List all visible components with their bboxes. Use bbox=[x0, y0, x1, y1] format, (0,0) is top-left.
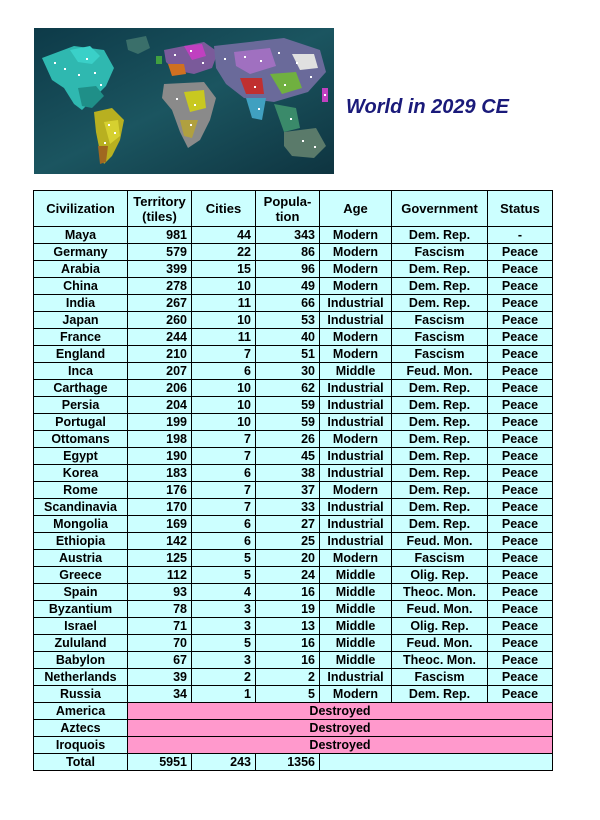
cell-government: Feud. Mon. bbox=[392, 635, 488, 652]
table-row bbox=[34, 380, 553, 397]
cell-government: Dem. Rep. bbox=[392, 278, 488, 295]
cell-territory: 199 bbox=[128, 414, 192, 431]
cell-age: Modern bbox=[320, 227, 392, 244]
table-row bbox=[34, 550, 553, 567]
cell-cities: 10 bbox=[192, 397, 256, 414]
cell-civilization: Spain bbox=[34, 584, 128, 601]
cell-status: Peace bbox=[488, 465, 553, 482]
cell-territory: 71 bbox=[128, 618, 192, 635]
cell-status: Peace bbox=[488, 244, 553, 261]
cell-cities: 7 bbox=[192, 448, 256, 465]
cell-government: Dem. Rep. bbox=[392, 414, 488, 431]
table-row bbox=[34, 312, 553, 329]
cell-civilization: Aztecs bbox=[34, 720, 128, 737]
table-row bbox=[34, 533, 553, 550]
cell-destroyed-status: Destroyed bbox=[128, 703, 553, 720]
table-row bbox=[34, 482, 553, 499]
cell-civilization: Carthage bbox=[34, 380, 128, 397]
cell-age: Middle bbox=[320, 601, 392, 618]
cell-civilization: Egypt bbox=[34, 448, 128, 465]
cell-government: Theoc. Mon. bbox=[392, 652, 488, 669]
cell-government: Dem. Rep. bbox=[392, 295, 488, 312]
cell-age: Industrial bbox=[320, 312, 392, 329]
cell-population: 13 bbox=[256, 618, 320, 635]
total-population: 1356 bbox=[256, 754, 320, 771]
cell-territory: 170 bbox=[128, 499, 192, 516]
cell-civilization: Mongolia bbox=[34, 516, 128, 533]
cell-government: Dem. Rep. bbox=[392, 431, 488, 448]
cell-cities: 5 bbox=[192, 635, 256, 652]
cell-age: Modern bbox=[320, 261, 392, 278]
cell-population: 59 bbox=[256, 397, 320, 414]
cell-population: 24 bbox=[256, 567, 320, 584]
cell-government: Dem. Rep. bbox=[392, 465, 488, 482]
cell-population: 27 bbox=[256, 516, 320, 533]
cell-territory: 198 bbox=[128, 431, 192, 448]
cell-status: - bbox=[488, 227, 553, 244]
cell-territory: 399 bbox=[128, 261, 192, 278]
cell-cities: 7 bbox=[192, 431, 256, 448]
header-territory bbox=[128, 191, 192, 227]
cell-status: Peace bbox=[488, 499, 553, 516]
cell-destroyed-status: Destroyed bbox=[128, 737, 553, 754]
cell-status: Peace bbox=[488, 312, 553, 329]
civilization-table bbox=[33, 190, 553, 771]
cell-population: 51 bbox=[256, 346, 320, 363]
cell-age: Modern bbox=[320, 431, 392, 448]
cell-civilization: China bbox=[34, 278, 128, 295]
page-title: World in 2029 CE bbox=[346, 96, 510, 118]
cell-cities: 6 bbox=[192, 465, 256, 482]
cell-age: Middle bbox=[320, 635, 392, 652]
table-row bbox=[34, 227, 553, 244]
header-status: Status bbox=[488, 191, 553, 227]
cell-civilization: Ethiopia bbox=[34, 533, 128, 550]
cell-territory: 981 bbox=[128, 227, 192, 244]
cell-status: Peace bbox=[488, 669, 553, 686]
cell-civilization: India bbox=[34, 295, 128, 312]
cell-territory: 112 bbox=[128, 567, 192, 584]
total-cities: 243 bbox=[192, 754, 256, 771]
cell-age: Industrial bbox=[320, 448, 392, 465]
cell-cities: 3 bbox=[192, 618, 256, 635]
total-label: Total bbox=[34, 754, 128, 771]
cell-cities: 11 bbox=[192, 295, 256, 312]
cell-population: 86 bbox=[256, 244, 320, 261]
cell-civilization: Israel bbox=[34, 618, 128, 635]
cell-civilization: America bbox=[34, 703, 128, 720]
cell-cities: 1 bbox=[192, 686, 256, 703]
cell-status: Peace bbox=[488, 448, 553, 465]
cell-population: 49 bbox=[256, 278, 320, 295]
cell-territory: 34 bbox=[128, 686, 192, 703]
cell-age: Middle bbox=[320, 584, 392, 601]
total-empty bbox=[320, 754, 553, 771]
cell-age: Modern bbox=[320, 329, 392, 346]
cell-population: 30 bbox=[256, 363, 320, 380]
cell-territory: 176 bbox=[128, 482, 192, 499]
table-row bbox=[34, 397, 553, 414]
table-row bbox=[34, 652, 553, 669]
destroyed-row bbox=[34, 720, 553, 737]
cell-status: Peace bbox=[488, 278, 553, 295]
cell-civilization: Rome bbox=[34, 482, 128, 499]
cell-age: Modern bbox=[320, 346, 392, 363]
cell-status: Peace bbox=[488, 601, 553, 618]
cell-age: Industrial bbox=[320, 516, 392, 533]
cell-civilization: Austria bbox=[34, 550, 128, 567]
cell-civilization: Inca bbox=[34, 363, 128, 380]
table-row bbox=[34, 499, 553, 516]
table-row bbox=[34, 618, 553, 635]
cell-cities: 7 bbox=[192, 499, 256, 516]
cell-government: Feud. Mon. bbox=[392, 601, 488, 618]
cell-civilization: Ottomans bbox=[34, 431, 128, 448]
cell-government: Fascism bbox=[392, 312, 488, 329]
cell-cities: 10 bbox=[192, 278, 256, 295]
cell-age: Modern bbox=[320, 482, 392, 499]
world-map-image bbox=[34, 28, 334, 174]
cell-population: 16 bbox=[256, 635, 320, 652]
cell-territory: 142 bbox=[128, 533, 192, 550]
table-row bbox=[34, 329, 553, 346]
cell-status: Peace bbox=[488, 346, 553, 363]
cell-cities: 10 bbox=[192, 414, 256, 431]
cell-civilization: Russia bbox=[34, 686, 128, 703]
cell-government: Fascism bbox=[392, 346, 488, 363]
table-row bbox=[34, 414, 553, 431]
cell-government: Dem. Rep. bbox=[392, 380, 488, 397]
cell-government: Dem. Rep. bbox=[392, 516, 488, 533]
cell-civilization: Byzantium bbox=[34, 601, 128, 618]
cell-territory: 190 bbox=[128, 448, 192, 465]
table-row bbox=[34, 635, 553, 652]
cell-cities: 6 bbox=[192, 533, 256, 550]
cell-civilization: Iroquois bbox=[34, 737, 128, 754]
cell-civilization: Japan bbox=[34, 312, 128, 329]
table-row bbox=[34, 346, 553, 363]
table-row bbox=[34, 295, 553, 312]
cell-civilization: Babylon bbox=[34, 652, 128, 669]
cell-cities: 5 bbox=[192, 567, 256, 584]
table-row bbox=[34, 584, 553, 601]
cell-civilization: Zululand bbox=[34, 635, 128, 652]
cell-age: Industrial bbox=[320, 465, 392, 482]
cell-age: Middle bbox=[320, 618, 392, 635]
cell-population: 20 bbox=[256, 550, 320, 567]
cell-age: Middle bbox=[320, 567, 392, 584]
cell-cities: 22 bbox=[192, 244, 256, 261]
table-row bbox=[34, 669, 553, 686]
cell-cities: 7 bbox=[192, 346, 256, 363]
cell-territory: 183 bbox=[128, 465, 192, 482]
cell-status: Peace bbox=[488, 567, 553, 584]
cell-status: Peace bbox=[488, 363, 553, 380]
cell-population: 45 bbox=[256, 448, 320, 465]
total-territory: 5951 bbox=[128, 754, 192, 771]
cell-population: 2 bbox=[256, 669, 320, 686]
cell-destroyed-status: Destroyed bbox=[128, 720, 553, 737]
cell-cities: 4 bbox=[192, 584, 256, 601]
cell-government: Fascism bbox=[392, 329, 488, 346]
header-population: Popula-tion bbox=[256, 191, 320, 227]
cell-civilization: Scandinavia bbox=[34, 499, 128, 516]
cell-civilization: Greece bbox=[34, 567, 128, 584]
cell-government: Feud. Mon. bbox=[392, 363, 488, 380]
cell-government: Fascism bbox=[392, 244, 488, 261]
cell-civilization: Arabia bbox=[34, 261, 128, 278]
cell-civilization: England bbox=[34, 346, 128, 363]
cell-status: Peace bbox=[488, 652, 553, 669]
cell-civilization: France bbox=[34, 329, 128, 346]
cell-civilization: Persia bbox=[34, 397, 128, 414]
cell-population: 16 bbox=[256, 584, 320, 601]
cell-civilization: Germany bbox=[34, 244, 128, 261]
cell-status: Peace bbox=[488, 414, 553, 431]
cell-cities: 2 bbox=[192, 669, 256, 686]
header-age: Age bbox=[320, 191, 392, 227]
cell-territory: 278 bbox=[128, 278, 192, 295]
cell-cities: 7 bbox=[192, 482, 256, 499]
cell-territory: 267 bbox=[128, 295, 192, 312]
cell-age: Industrial bbox=[320, 499, 392, 516]
cell-status: Peace bbox=[488, 618, 553, 635]
cell-population: 26 bbox=[256, 431, 320, 448]
cell-age: Industrial bbox=[320, 414, 392, 431]
cell-territory: 204 bbox=[128, 397, 192, 414]
cell-age: Middle bbox=[320, 363, 392, 380]
cell-civilization: Netherlands bbox=[34, 669, 128, 686]
cell-population: 59 bbox=[256, 414, 320, 431]
cell-government: Theoc. Mon. bbox=[392, 584, 488, 601]
cell-population: 19 bbox=[256, 601, 320, 618]
cell-age: Industrial bbox=[320, 397, 392, 414]
cell-cities: 3 bbox=[192, 601, 256, 618]
cell-status: Peace bbox=[488, 261, 553, 278]
header-government: Government bbox=[392, 191, 488, 227]
cell-status: Peace bbox=[488, 533, 553, 550]
cell-territory: 39 bbox=[128, 669, 192, 686]
header-row bbox=[34, 191, 553, 227]
cell-population: 38 bbox=[256, 465, 320, 482]
cell-population: 40 bbox=[256, 329, 320, 346]
cell-cities: 5 bbox=[192, 550, 256, 567]
cell-territory: 210 bbox=[128, 346, 192, 363]
cell-territory: 207 bbox=[128, 363, 192, 380]
cell-government: Olig. Rep. bbox=[392, 618, 488, 635]
table-row bbox=[34, 363, 553, 380]
cell-territory: 125 bbox=[128, 550, 192, 567]
cell-status: Peace bbox=[488, 380, 553, 397]
cell-cities: 11 bbox=[192, 329, 256, 346]
cell-status: Peace bbox=[488, 635, 553, 652]
cell-age: Industrial bbox=[320, 295, 392, 312]
cell-territory: 244 bbox=[128, 329, 192, 346]
table-body bbox=[34, 227, 553, 771]
cell-government: Dem. Rep. bbox=[392, 448, 488, 465]
header-civilization: Civilization bbox=[34, 191, 128, 227]
cell-territory: 169 bbox=[128, 516, 192, 533]
cell-status: Peace bbox=[488, 329, 553, 346]
cell-government: Fascism bbox=[392, 550, 488, 567]
table-row bbox=[34, 261, 553, 278]
cell-status: Peace bbox=[488, 397, 553, 414]
cell-status: Peace bbox=[488, 295, 553, 312]
cell-government: Dem. Rep. bbox=[392, 397, 488, 414]
cell-cities: 15 bbox=[192, 261, 256, 278]
cell-government: Fascism bbox=[392, 669, 488, 686]
cell-age: Industrial bbox=[320, 669, 392, 686]
cell-population: 343 bbox=[256, 227, 320, 244]
table-header bbox=[34, 191, 553, 227]
cell-territory: 93 bbox=[128, 584, 192, 601]
cell-population: 33 bbox=[256, 499, 320, 516]
cell-territory: 67 bbox=[128, 652, 192, 669]
header-cities: Cities bbox=[192, 191, 256, 227]
cell-government: Dem. Rep. bbox=[392, 686, 488, 703]
cell-age: Modern bbox=[320, 550, 392, 567]
cell-age: Industrial bbox=[320, 380, 392, 397]
cell-civilization: Portugal bbox=[34, 414, 128, 431]
cell-status: Peace bbox=[488, 431, 553, 448]
cell-civilization: Korea bbox=[34, 465, 128, 482]
cell-age: Industrial bbox=[320, 533, 392, 550]
cell-territory: 260 bbox=[128, 312, 192, 329]
cell-age: Modern bbox=[320, 278, 392, 295]
cell-government: Dem. Rep. bbox=[392, 227, 488, 244]
table-row bbox=[34, 431, 553, 448]
cell-status: Peace bbox=[488, 516, 553, 533]
table-row bbox=[34, 516, 553, 533]
cell-population: 25 bbox=[256, 533, 320, 550]
cell-government: Olig. Rep. bbox=[392, 567, 488, 584]
destroyed-row bbox=[34, 737, 553, 754]
table-row bbox=[34, 244, 553, 261]
cell-cities: 10 bbox=[192, 312, 256, 329]
cell-status: Peace bbox=[488, 550, 553, 567]
cell-cities: 3 bbox=[192, 652, 256, 669]
table-row bbox=[34, 448, 553, 465]
cell-cities: 44 bbox=[192, 227, 256, 244]
cell-territory: 70 bbox=[128, 635, 192, 652]
cell-status: Peace bbox=[488, 584, 553, 601]
cell-cities: 6 bbox=[192, 363, 256, 380]
cell-population: 66 bbox=[256, 295, 320, 312]
destroyed-row bbox=[34, 703, 553, 720]
cell-population: 53 bbox=[256, 312, 320, 329]
cell-civilization: Maya bbox=[34, 227, 128, 244]
cell-government: Dem. Rep. bbox=[392, 482, 488, 499]
cell-territory: 206 bbox=[128, 380, 192, 397]
cell-territory: 78 bbox=[128, 601, 192, 618]
cell-cities: 10 bbox=[192, 380, 256, 397]
table-row bbox=[34, 465, 553, 482]
cell-population: 5 bbox=[256, 686, 320, 703]
table-row bbox=[34, 601, 553, 618]
table-row bbox=[34, 278, 553, 295]
cell-population: 62 bbox=[256, 380, 320, 397]
cell-cities: 6 bbox=[192, 516, 256, 533]
cell-status: Peace bbox=[488, 482, 553, 499]
cell-government: Dem. Rep. bbox=[392, 261, 488, 278]
cell-government: Dem. Rep. bbox=[392, 499, 488, 516]
cell-population: 37 bbox=[256, 482, 320, 499]
header-territory-label: Territory (tiles) bbox=[133, 193, 186, 224]
cell-government: Feud. Mon. bbox=[392, 533, 488, 550]
cell-population: 96 bbox=[256, 261, 320, 278]
total-row bbox=[34, 754, 553, 771]
cell-status: Peace bbox=[488, 686, 553, 703]
table-row bbox=[34, 686, 553, 703]
cell-age: Middle bbox=[320, 652, 392, 669]
cell-age: Modern bbox=[320, 244, 392, 261]
cell-population: 16 bbox=[256, 652, 320, 669]
cell-age: Modern bbox=[320, 686, 392, 703]
cell-territory: 579 bbox=[128, 244, 192, 261]
table-row bbox=[34, 567, 553, 584]
